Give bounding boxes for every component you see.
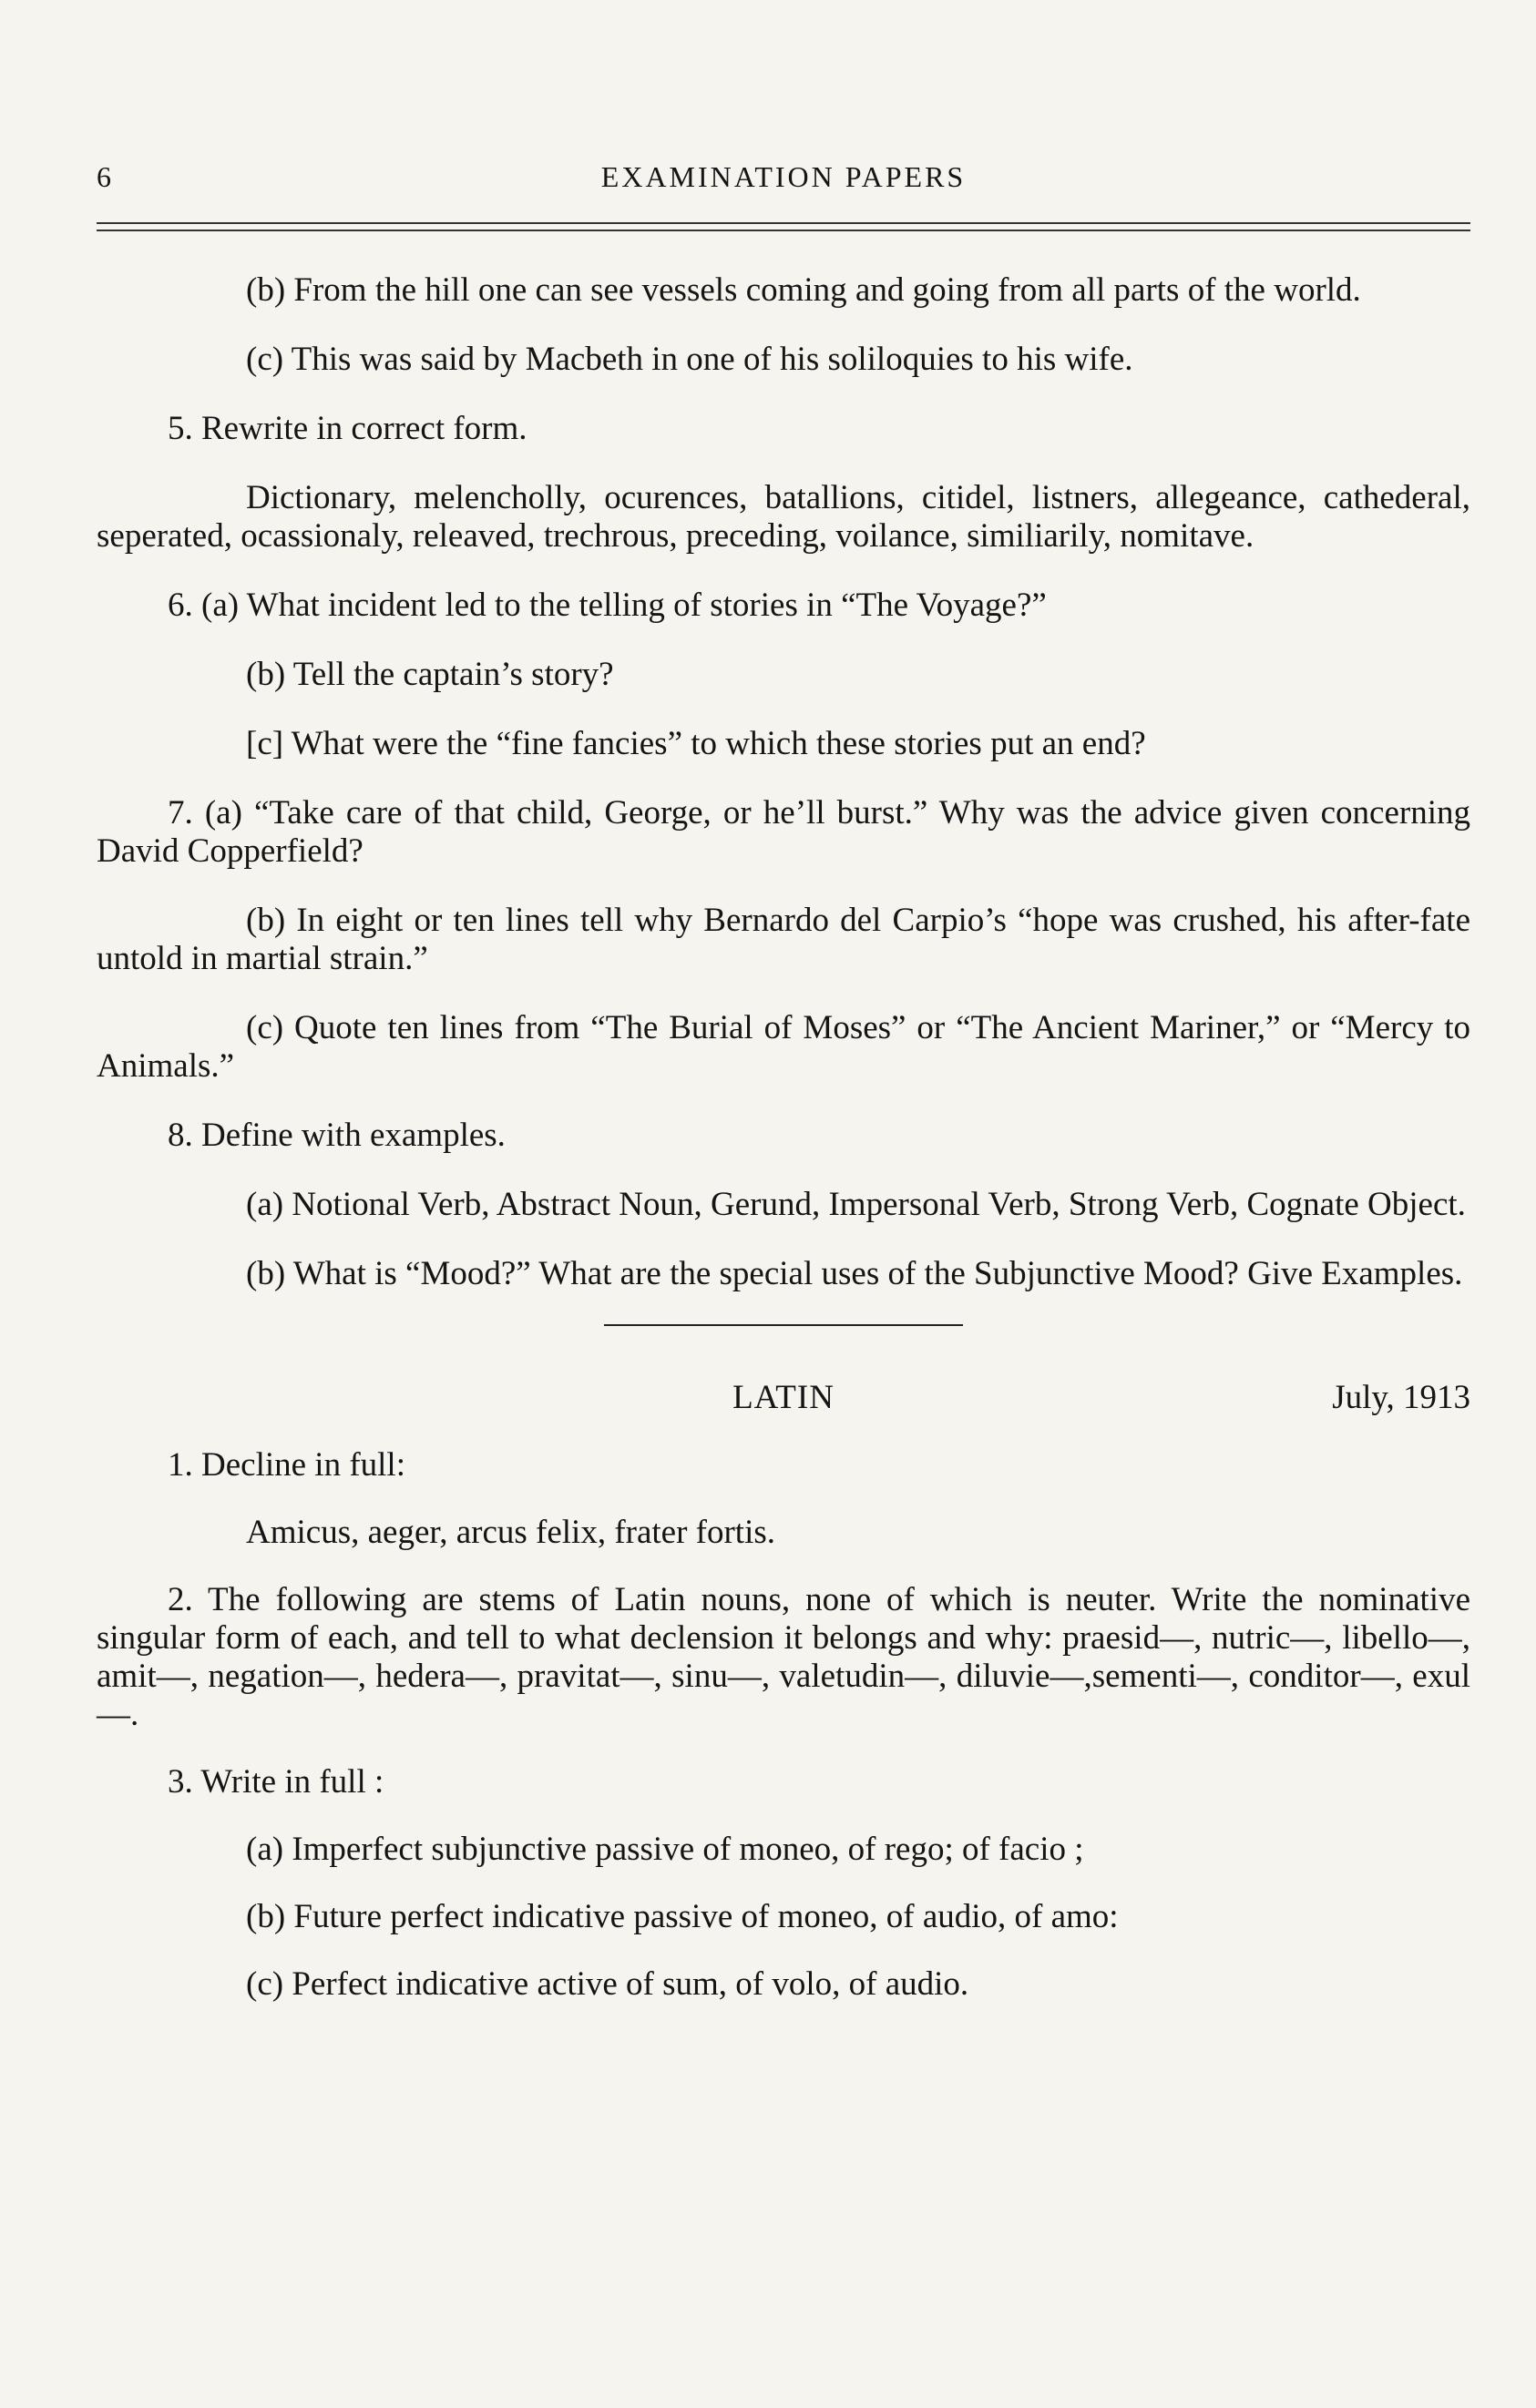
latin-question-3a: (a) Imperfect subjunctive passive of moneo, of rego; of facio ;: [246, 1831, 1084, 1868]
question-5-words: Dictionary, melencholly, ocurences, batallions, citidel, listners, allegeance, cathederal, seperated, ocassionaly, releaved, trechrous, preceding, voilance, similiarily, nomitave.: [97, 479, 1470, 555]
page-number: 6: [97, 160, 112, 193]
latin-section: [97, 1379, 1470, 2004]
english-section: [97, 271, 1470, 1293]
question-7c: (c) Quote ten lines from “The Burial of Moses” or “The Ancient Mariner,” or “Mercy to Animals.”: [97, 1009, 1470, 1085]
question-6a: 6. (a) What incident led to the telling of stories in “The Voyage?”: [168, 587, 1047, 624]
latin-question-2: 2. The following are stems of Latin nouns, none of which is neuter. Write the nominative singular form of each, and tell to what declension it belongs and why: praesid—, nutric—, libello—, amit—, negation—, hedera—, pravitat—, sinu—, valetudin—, diluvie—,sementi—, conditor—, exul—.: [97, 1581, 1470, 1733]
latin-question-3b: (b) Future perfect indicative passive of moneo, of audio, of amo:: [246, 1898, 1119, 1935]
header-rule: [97, 222, 1470, 231]
section-date: July, 1913: [1332, 1379, 1470, 1416]
latin-question-1-words: Amicus, aeger, arcus felix, frater fortis.: [246, 1514, 776, 1551]
latin-question-3c: (c) Perfect indicative active of sum, of volo, of audio.: [246, 1965, 969, 2003]
question-4b: (b) From the hill one can see vessels coming and going from all parts of the world.: [246, 271, 1361, 309]
page-content: [97, 271, 1470, 2033]
question-7a: 7. (a) “Take care of that child, George, or he’ll burst.” Why was the advice given concerning David Copperfield?: [97, 794, 1470, 870]
running-title: EXAMINATION PAPERS: [600, 160, 967, 193]
latin-heading: [97, 1379, 1470, 1419]
question-7b: (b) In eight or ten lines tell why Bernardo del Carpio’s “hope was crushed, his after-fate untold in martial strain.”: [97, 902, 1470, 977]
section-divider: [604, 1324, 963, 1326]
section-title: LATIN: [732, 1379, 835, 1416]
latin-question-3: 3. Write in full :: [168, 1763, 384, 1801]
latin-question-1: 1. Decline in full:: [168, 1446, 405, 1484]
question-8b: (b) What is “Mood?” What are the special uses of the Subjunctive Mood? Give Examples.: [246, 1255, 1463, 1292]
question-5: 5. Rewrite in correct form.: [168, 410, 527, 447]
question-4c: (c) This was said by Macbeth in one of his soliloquies to his wife.: [246, 341, 1133, 378]
question-8: 8. Define with examples.: [168, 1117, 506, 1154]
question-6c: [c] What were the “fine fancies” to which these stories put an end?: [246, 725, 1146, 762]
question-6b: (b) Tell the captain’s story?: [246, 656, 614, 693]
page-header: [97, 160, 1470, 206]
question-8a: (a) Notional Verb, Abstract Noun, Gerund, Impersonal Verb, Strong Verb, Cognate Object.: [246, 1186, 1466, 1223]
